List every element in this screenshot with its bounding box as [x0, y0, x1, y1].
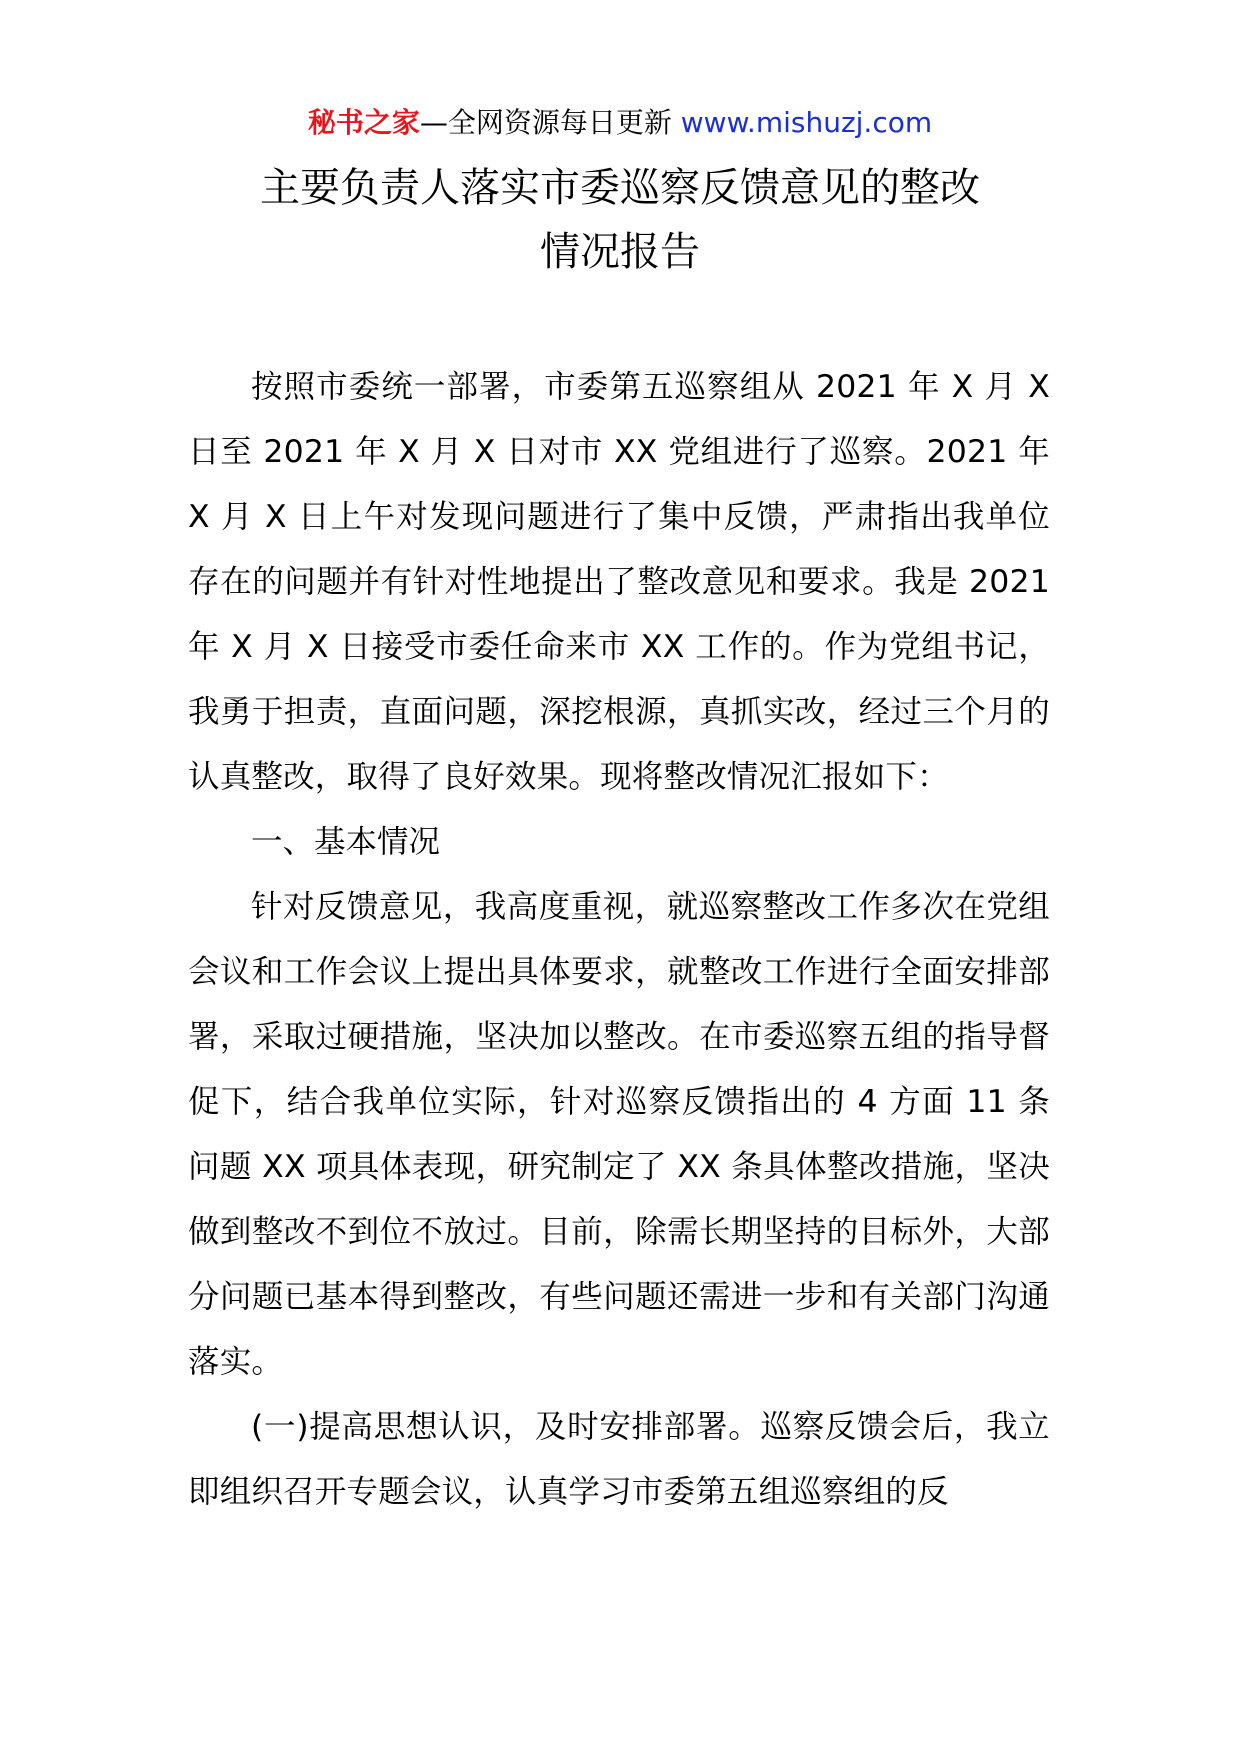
section-heading-basic-situation: 一、基本情况: [251, 824, 441, 860]
header-tagline: —全网资源每日更新: [419, 106, 681, 139]
site-header: [0, 98, 1240, 148]
document-body: [188, 355, 1050, 1525]
brand-name: 秘书之家: [307, 106, 420, 139]
basic-situation-paragraph: 针对反馈意见，我高度重视，就巡察整改工作多次在党组会议和工作会议上提出具体要求，就整改工作进行全面安排部署，采取过硬措施，坚决加以整改。在市委巡察五组的指导督促下，结合我单位实际，针对巡察反馈指出的 4 方面 11 条问题 XX 项具体表现，研究制定了 XX 条具体整改措施，坚决做到整改不到位不放过。目前，除需长期坚持的目标外，大部分问题已基本得到整改，有些问题还需进一步和有关部门沟通落实。: [188, 889, 1050, 1380]
site-url-link[interactable]: www.mishuzj.com: [680, 106, 933, 139]
intro-paragraph: 按照市委统一部署，市委第五巡察组从 2021 年 X 月 X 日至 2021 年 X 月 X 日对市 XX 党组进行了巡察。2021 年 X 月 X 日上午对发现问题进行了集中反馈，严肃指出我单位存在的问题并有针对性地提出了整改意见和要求。我是 2021 年 X 月 X 日接受市委任命来市 XX 工作的。作为党组书记，我勇于担责，直面问题，深挖根源，真抓实改，经过三个月的认真整改，取得了良好效果。现将整改情况汇报如下：: [188, 369, 1050, 795]
subsection-1-paragraph: (一)提高思想认识，及时安排部署。巡察反馈会后，我立即组织召开专题会议，认真学习市委第五组巡察组的反: [188, 1409, 1050, 1510]
document-title-line-1: 主要负责人落实市委巡察反馈意见的整改: [260, 165, 980, 211]
document-title: [180, 156, 1060, 284]
document-title-line-2: 情况报告: [540, 229, 700, 275]
